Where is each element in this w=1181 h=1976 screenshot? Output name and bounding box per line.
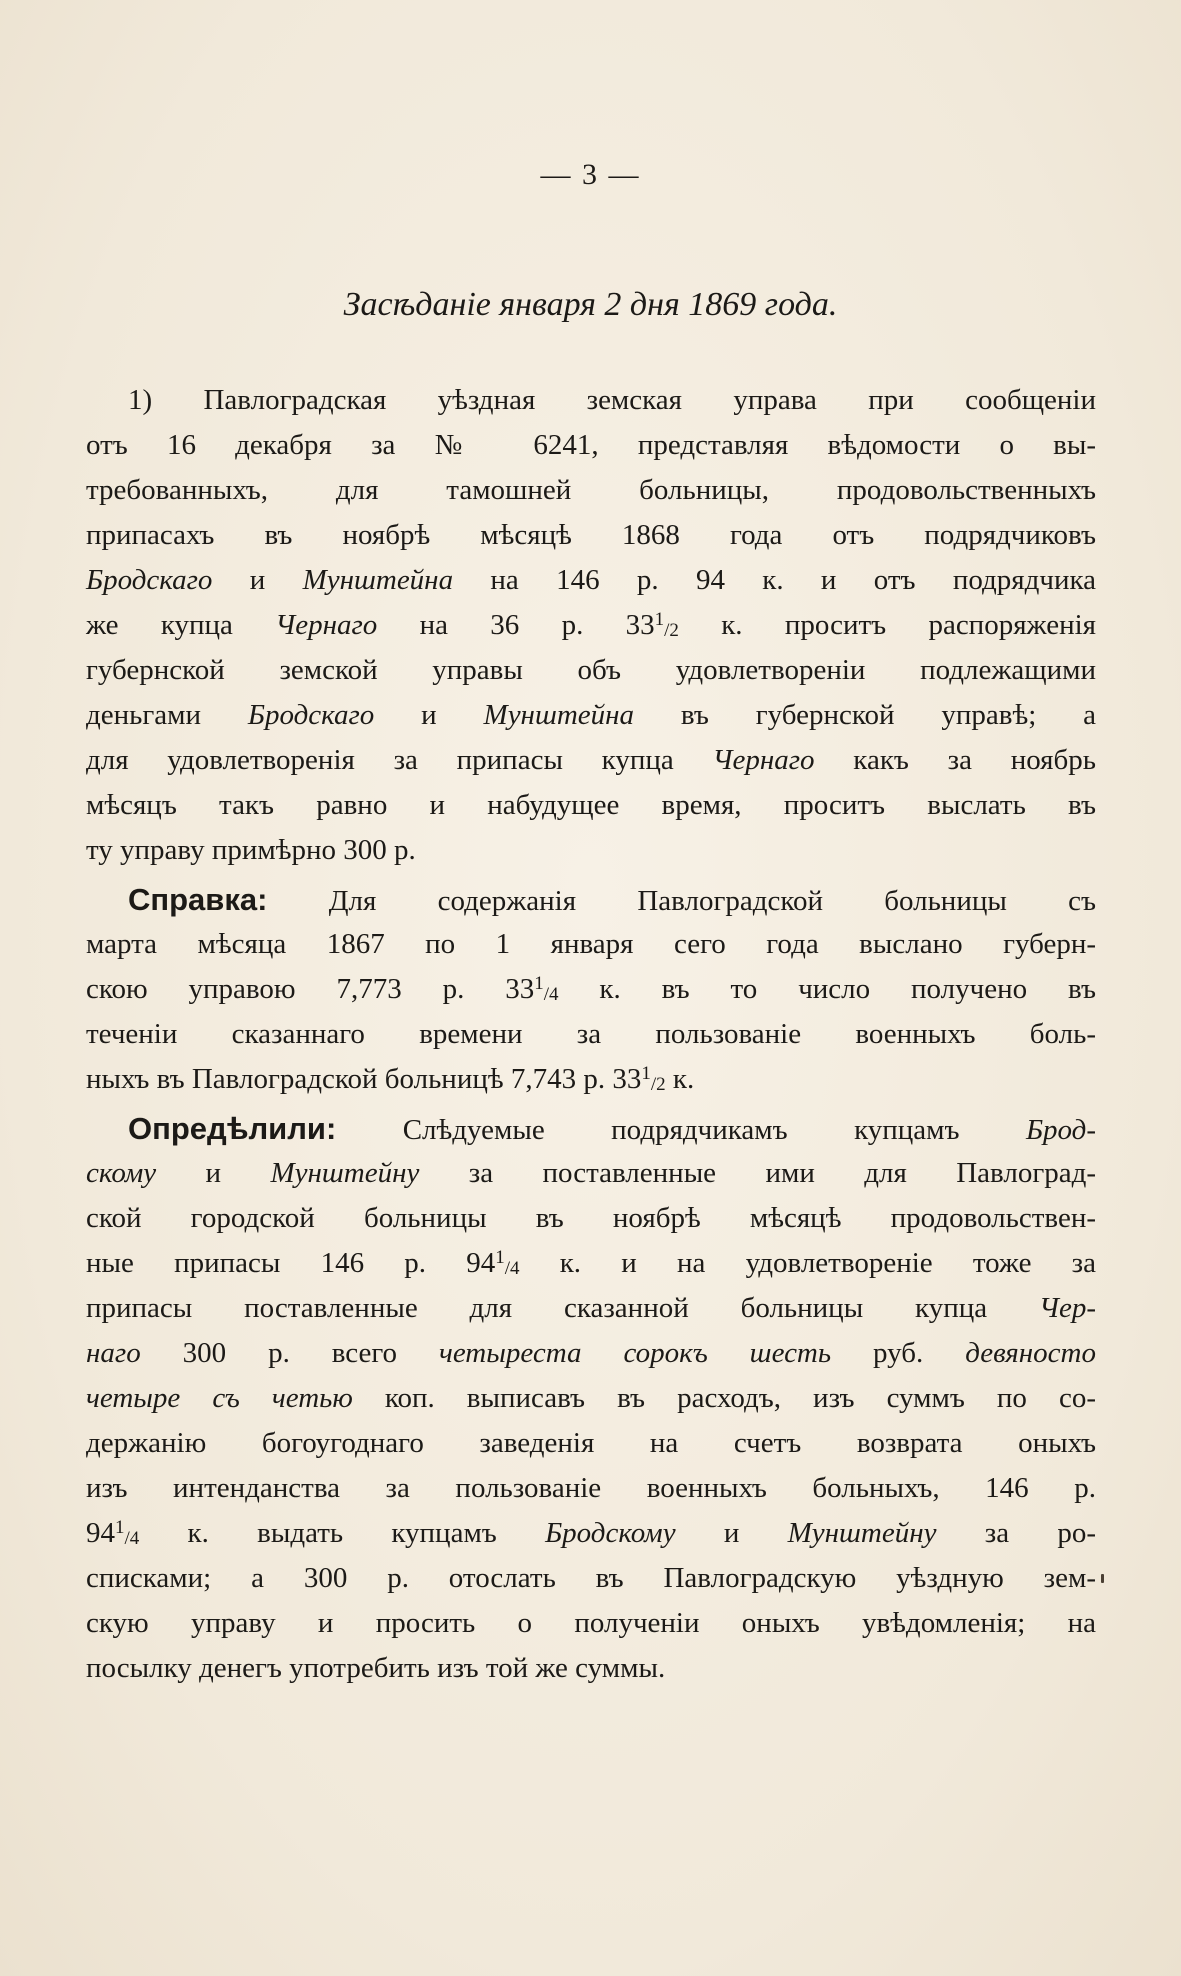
resolution-label: Опредѣлили: [128, 1111, 337, 1146]
text-line: ской городской больницы въ ноябрѣ мѣсяцѣ продовольствен- [86, 1202, 1096, 1234]
text-line: ныхъ въ Павлоградской больницѣ 7,743 р. $33^1_{/2}$ к. [86, 1063, 695, 1095]
ink-speck [1101, 1574, 1104, 1583]
text-line: для удовлетворенія за припасы купца Чернаго какъ за ноябрь [86, 744, 1096, 776]
text-line: же купца Чернаго на 36 р. $33^1_{/2}$ к. проситъ распоряженія [86, 609, 1096, 641]
text-line: скую управу и просить о полученіи оныхъ увѣдомленія; на [86, 1607, 1096, 1639]
document-body [86, 378, 1096, 1691]
text-line: Бродскаго и Мунштейна на 146 р. 94 к. и отъ подрядчика [86, 564, 1096, 596]
text-line: марта мѣсяца 1867 по 1 января сего года выслано губерн- [86, 928, 1096, 960]
page-number: — 3 — [540, 158, 641, 191]
text-line: припасахъ въ ноябрѣ мѣсяцѣ 1868 года отъ подрядчиковъ [86, 519, 1096, 551]
text-line: посылку денегъ употребить изъ той же суммы. [86, 1652, 666, 1684]
text-line: наго 300 р. всего четыреста сорокъ шесть руб. девяносто [86, 1337, 1096, 1369]
text-line: Опредѣлили: Слѣдуемые подрядчикамъ купцамъ Брод- [128, 1111, 1096, 1146]
text-line: теченіи сказаннаго времени за пользованіе военныхъ боль- [86, 1018, 1096, 1050]
text-line: держанію богоугоднаго заведенія на счетъ возврата оныхъ [86, 1427, 1096, 1459]
text-line: ные припасы 146 р. $94^1_{/4}$ к. и на удовлетвореніе тоже за [86, 1247, 1096, 1279]
text-line: изъ интенданства за пользованіе военныхъ больныхъ, 146 р. [86, 1472, 1096, 1504]
resolution-paragraph [86, 1106, 1096, 1691]
text-line: скою управою 7,773 р. $33^1_{/4}$ к. въ то число получено въ [86, 973, 1096, 1005]
text-line: мѣсяцъ такъ равно и набудущее время, проситъ выслать въ [86, 789, 1096, 821]
text-line: деньгами Бродскаго и Мунштейна въ губернской управѣ; а [86, 699, 1096, 731]
text-line: Справка: Для содержанія Павлоградской больницы съ [128, 882, 1096, 917]
session-heading: Засѣданіе января 2 дня 1869 года. [343, 286, 838, 323]
text-line: списками; а 300 р. отослать въ Павлоградскую уѣздную зем- [86, 1562, 1096, 1594]
spravka-label: Справка: [128, 882, 268, 917]
text-line: отъ 16 декабря за № 6241, представляя вѣдомости о вы- [86, 429, 1096, 461]
text-line: припасы поставленные для сказанной больницы купца Чер- [86, 1292, 1096, 1324]
spravka-paragraph [86, 877, 1096, 1102]
text-line: требованныхъ, для тамошней больницы, продовольственныхъ [86, 474, 1096, 506]
text-line: $94^1_{/4}$ к. выдать купцамъ Бродскому и Мунштейну за ро- [86, 1517, 1097, 1549]
paragraph-1 [86, 378, 1096, 873]
text-line: губернской земской управы объ удовлетвореніи подлежащими [86, 654, 1096, 686]
text-line: четыре съ четью коп. выписавъ въ расходъ, изъ суммъ по со- [86, 1382, 1096, 1414]
text-line: скому и Мунштейну за поставленные ими для Павлоград- [86, 1157, 1096, 1189]
text-line: ту управу примѣрно 300 р. [86, 834, 416, 866]
text-line: 1) Павлоградская уѣздная земская управа при сообщеніи [128, 384, 1096, 416]
